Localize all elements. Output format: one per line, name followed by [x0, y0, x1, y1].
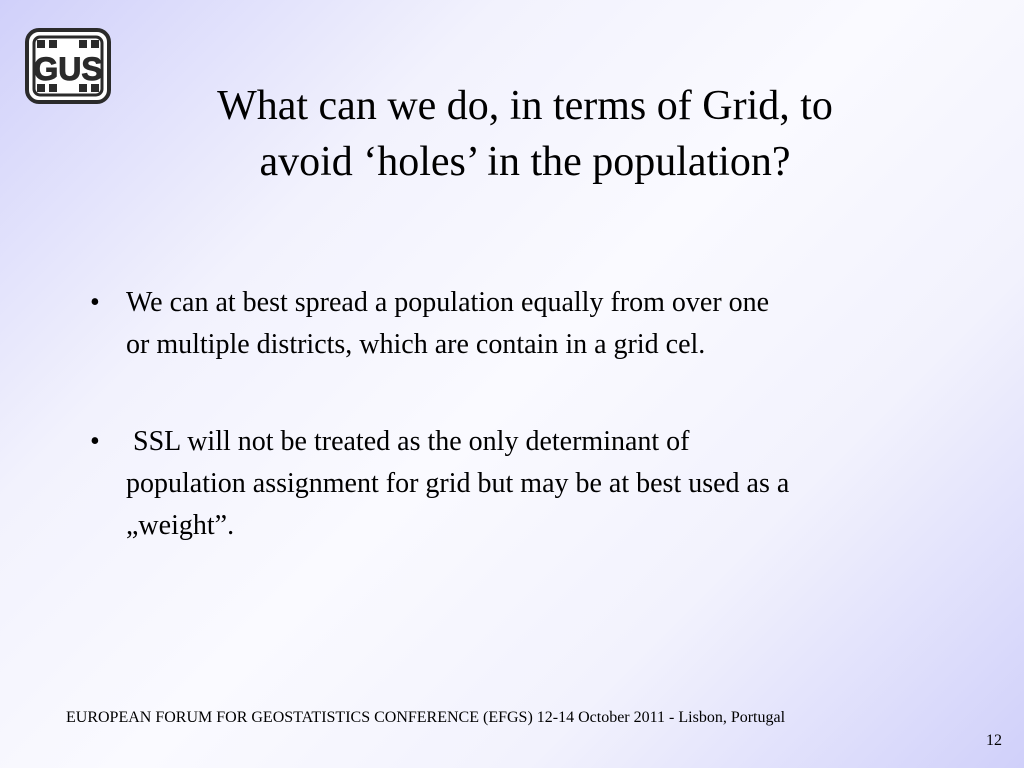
bullet-marker: •: [90, 287, 100, 318]
bullet-line: SSL will not be treated as the only determinant of: [126, 426, 690, 457]
footer-conference-text: EUROPEAN FORUM FOR GEOSTATISTICS CONFERENCE (EFGS) 12-14 October 2011 - Lisbon, Portugal: [66, 709, 786, 726]
bullet-line: „weight”.: [126, 510, 235, 541]
slide-title-line-2: avoid ‘holes’ in the population?: [259, 139, 791, 185]
bullet-line: or multiple districts, which are contain in a grid cel.: [126, 329, 706, 360]
bullet-text: [126, 426, 789, 541]
gus-logo-icon: [25, 28, 111, 104]
bullet-item: [90, 421, 950, 547]
slide-title-line-1: What can we do, in terms of Grid, to: [217, 83, 833, 129]
page-number: 12: [986, 732, 1002, 749]
bullet-line: population assignment for grid but may be at best used as a: [126, 468, 790, 499]
bullet-text: [126, 287, 769, 360]
bullet-item: [90, 282, 950, 366]
logo-lettering: GUS: [33, 51, 103, 87]
slide-title: [100, 78, 950, 190]
bullet-marker: •: [90, 426, 100, 457]
bullet-list: [90, 282, 950, 602]
bullet-line: We can at best spread a population equally from over one: [126, 287, 770, 318]
